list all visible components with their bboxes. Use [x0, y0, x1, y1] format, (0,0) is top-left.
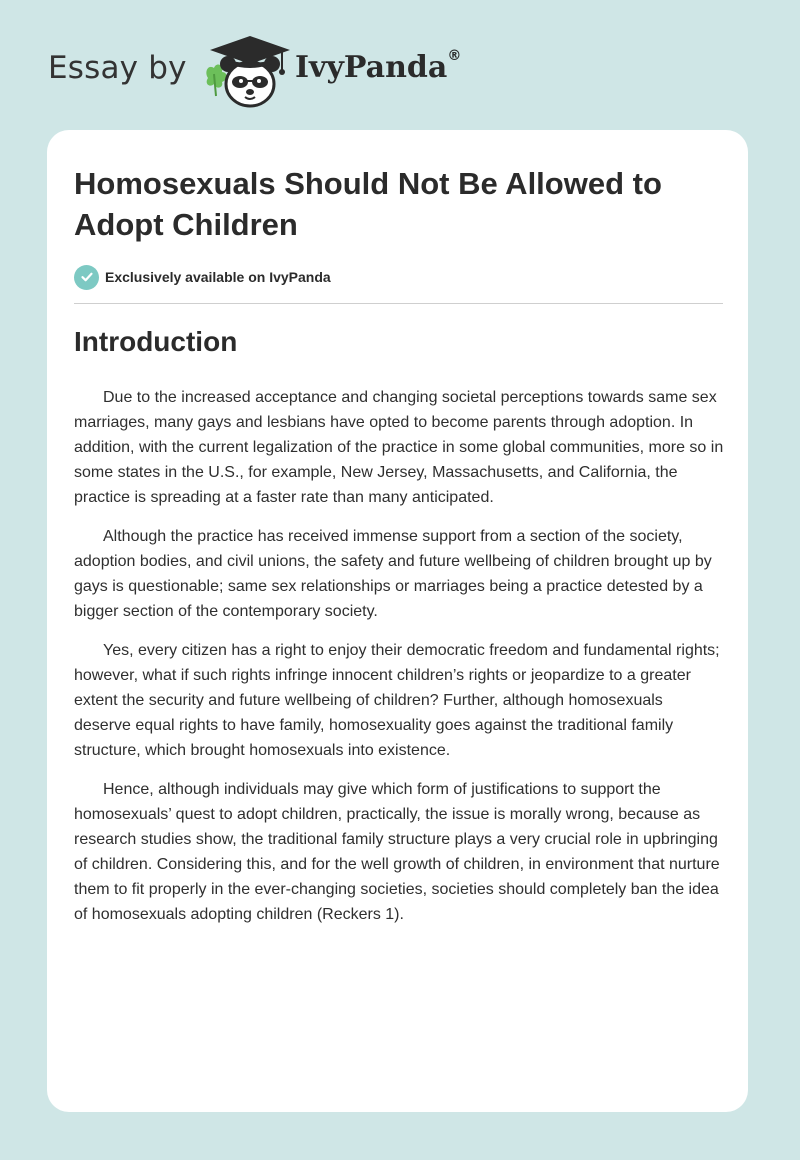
- paragraph: Although the practice has received immense support from a section of the society, adoption bodies, and civil unions, the safety and future wellbeing of children brought up by gays is questionable; same sex relationships or marriages being a practice detested by a bigger section of the contemporary society.: [74, 528, 712, 620]
- paragraph: Yes, every citizen has a right to enjoy their democratic freedom and fundamental rights; however, what if such rights infringe innocent children’s rights or jeopardize to a greater extent the security and future wellbeing of children? Further, although homosexuals deserve equal rights to have family, homosexuality goes against the traditional family structure, which brought homosexuals into existence.: [74, 642, 720, 759]
- panda-graduate-icon[interactable]: [202, 34, 298, 112]
- essay-body: [74, 385, 724, 941]
- site-header: [48, 30, 508, 110]
- paragraph: Hence, although individuals may give which form of justifications to support the homosexuals’ quest to adopt children, practically, the issue is morally wrong, because as research studies show, the traditional family structure plays a very crucial role in upbringing of children. Considering this, and for the well growth of children, in environment that nurture them to fit properly in the ever-changing societies, societies should completely ban the idea of homosexuals adopting children (Reckers 1).: [74, 781, 720, 923]
- divider: [74, 303, 723, 304]
- brand-name[interactable]: [295, 50, 461, 85]
- essay-title: Homosexuals Should Not Be Allowed to Adopt Children: [74, 166, 662, 242]
- brand-name-text: IvyPanda: [295, 50, 448, 85]
- paragraph: Due to the increased acceptance and changing societal perceptions towards same sex marriages, many gays and lesbians have opted to become parents through adoption. In addition, with the current legalization of the practice in some global communities, more so in some states in the U.S., for example, New Jersey, Massachusetts, and California, the practice is spreading at a faster rate than many anticipated.: [74, 389, 724, 506]
- exclusive-badge: [74, 264, 331, 290]
- essay-card: [47, 130, 748, 1112]
- brand-prefix: Essay by: [48, 50, 187, 86]
- section-heading: Introduction: [74, 326, 238, 357]
- registered-mark: ®: [447, 48, 462, 64]
- check-circle-icon: [74, 265, 99, 290]
- badge-text: Exclusively available on IvyPanda: [105, 269, 331, 285]
